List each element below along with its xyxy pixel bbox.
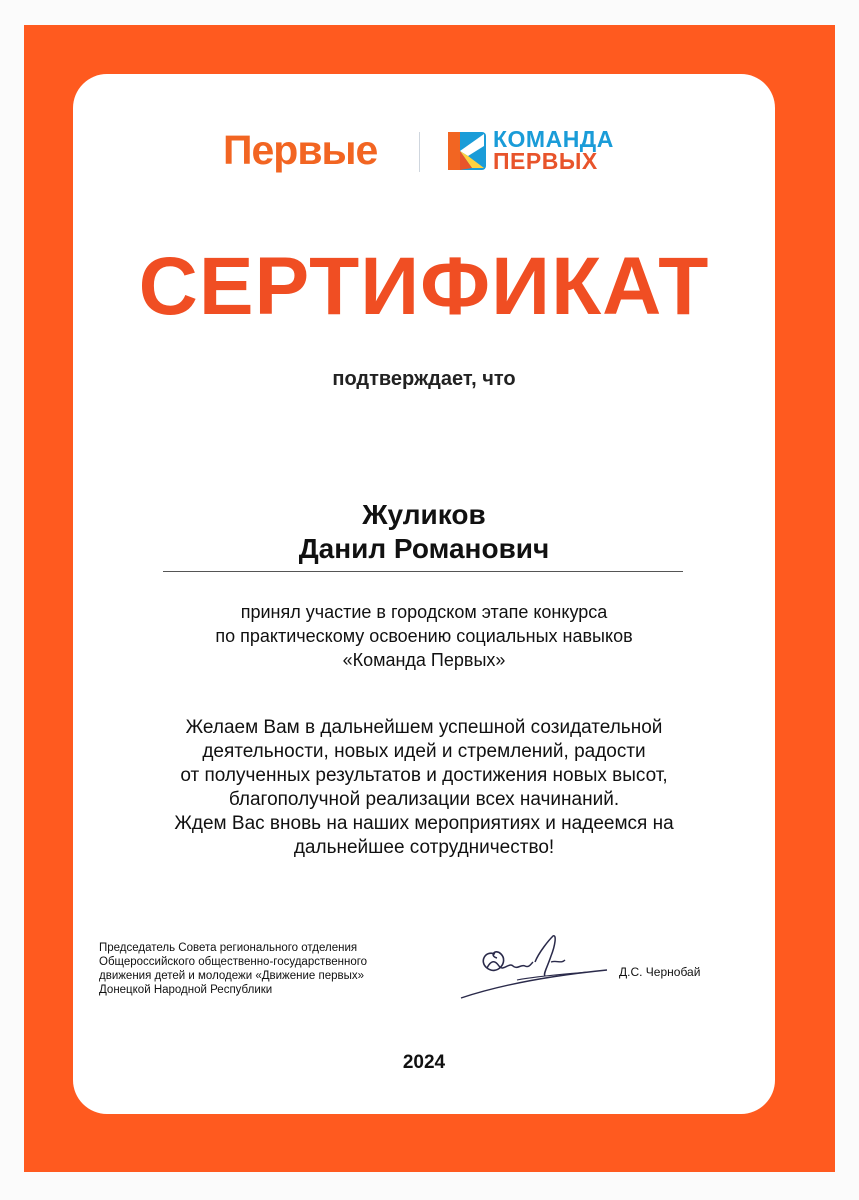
logo-bar — [73, 126, 775, 186]
chairman-line: Донецкой Народной Республики — [99, 984, 273, 996]
participation-line: «Команда Первых» — [342, 650, 506, 670]
participation-line: по практическому освоению социальных навыков — [215, 626, 633, 646]
wishes-text — [73, 716, 775, 860]
wishes-line: Желаем Вам в дальнейшем успешной созидательной — [185, 717, 663, 738]
recipient-name — [73, 498, 775, 566]
certificate-card — [73, 74, 775, 1114]
chairman-position — [99, 941, 429, 997]
certificate-title: СЕРТИФИКАТ — [138, 241, 710, 332]
wishes-line: благополучной реализации всех начинаний. — [228, 789, 620, 810]
wishes-line: от полученных результатов и достижения новых высот, — [180, 765, 668, 786]
chairman-line: Общероссийского общественно-государственного — [99, 956, 368, 968]
recipient-given-names: Данил Романович — [298, 533, 550, 564]
participation-line: принял участие в городском этапе конкурса — [240, 602, 608, 622]
certificate-year: 2024 — [402, 1052, 446, 1073]
komanda-logo-line1: КОМАНДА — [493, 126, 614, 152]
wishes-line: дальнейшее сотрудничество! — [293, 837, 555, 858]
name-underline — [163, 571, 683, 572]
signer-name: Д.С. Чернобай — [619, 965, 701, 979]
confirms-text: подтверждает, что — [332, 368, 516, 390]
handwritten-signature — [457, 932, 617, 1004]
komanda-logo-line2: ПЕРВЫХ — [493, 148, 598, 174]
komanda-mark-icon — [446, 130, 488, 172]
chairman-line: Председатель Совета регионального отделения — [99, 942, 358, 954]
recipient-surname: Жуликов — [362, 499, 486, 530]
komanda-logo-text — [493, 128, 614, 172]
wishes-line: деятельности, новых идей и стремлений, радости — [202, 741, 646, 762]
chairman-line: движения детей и молодежи «Движение первых» — [99, 970, 365, 982]
pervye-logo: Первые — [223, 127, 378, 173]
komanda-pervykh-logo — [446, 128, 646, 176]
participation-text — [73, 600, 775, 672]
logo-divider — [419, 132, 420, 172]
wishes-line: Ждем Вас вновь на наших мероприятиях и надеемся на — [174, 813, 674, 834]
